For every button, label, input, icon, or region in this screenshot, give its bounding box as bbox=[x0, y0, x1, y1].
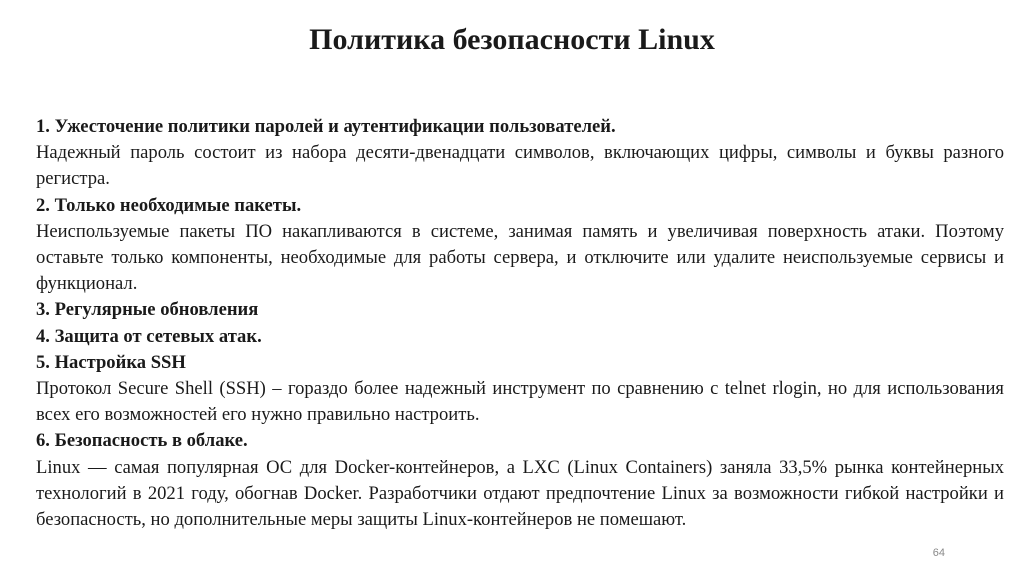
section-heading: 4. Защита от сетевых атак. bbox=[36, 325, 262, 347]
section-heading: 2. Только необходимые пакеты. bbox=[36, 194, 302, 216]
section-text: Неиспользуемые пакеты ПО накапливаются в системе, занимая память и увеличивая поверхность атаки. Поэтому оставьте только компоненты, необходимые для работы сервера, и отключите или удалите неиспользуемые сервисы и функционал. bbox=[36, 220, 1004, 295]
section-text: Протокол Secure Shell (SSH) – гораздо более надежный инструмент по сравнению с telnet rlogin, но для использования всех его возможностей его нужно правильно настроить. bbox=[36, 378, 1004, 426]
slide-content bbox=[36, 114, 1004, 533]
section-heading: 5. Настройка SSH bbox=[36, 351, 186, 373]
section-heading: 6. Безопасность в облаке. bbox=[36, 430, 248, 452]
slide-title: Политика безопасности Linux bbox=[309, 23, 715, 56]
section-text: Надежный пароль состоит из набора десяти-двенадцати символов, включающих цифры, символы и буквы разного регистра. bbox=[36, 142, 1004, 190]
section-heading: 1. Ужесточение политики паролей и аутентификации пользователей. bbox=[36, 116, 616, 137]
section-heading: 3. Регулярные обновления bbox=[36, 299, 259, 321]
page-number: 64 bbox=[932, 547, 945, 559]
section-text: Linux — самая популярная ОС для Docker-контейнеров, а LXC (Linux Containers) заняла 33,5% рынка контейнерных технологий в 2021 году, обогнав Docker. Разработчики отдают предпочтение Linux за возможности гибкой настройки и безопасность, но дополнительные меры защиты Linux-контейнеров не помешают. bbox=[36, 456, 1004, 531]
